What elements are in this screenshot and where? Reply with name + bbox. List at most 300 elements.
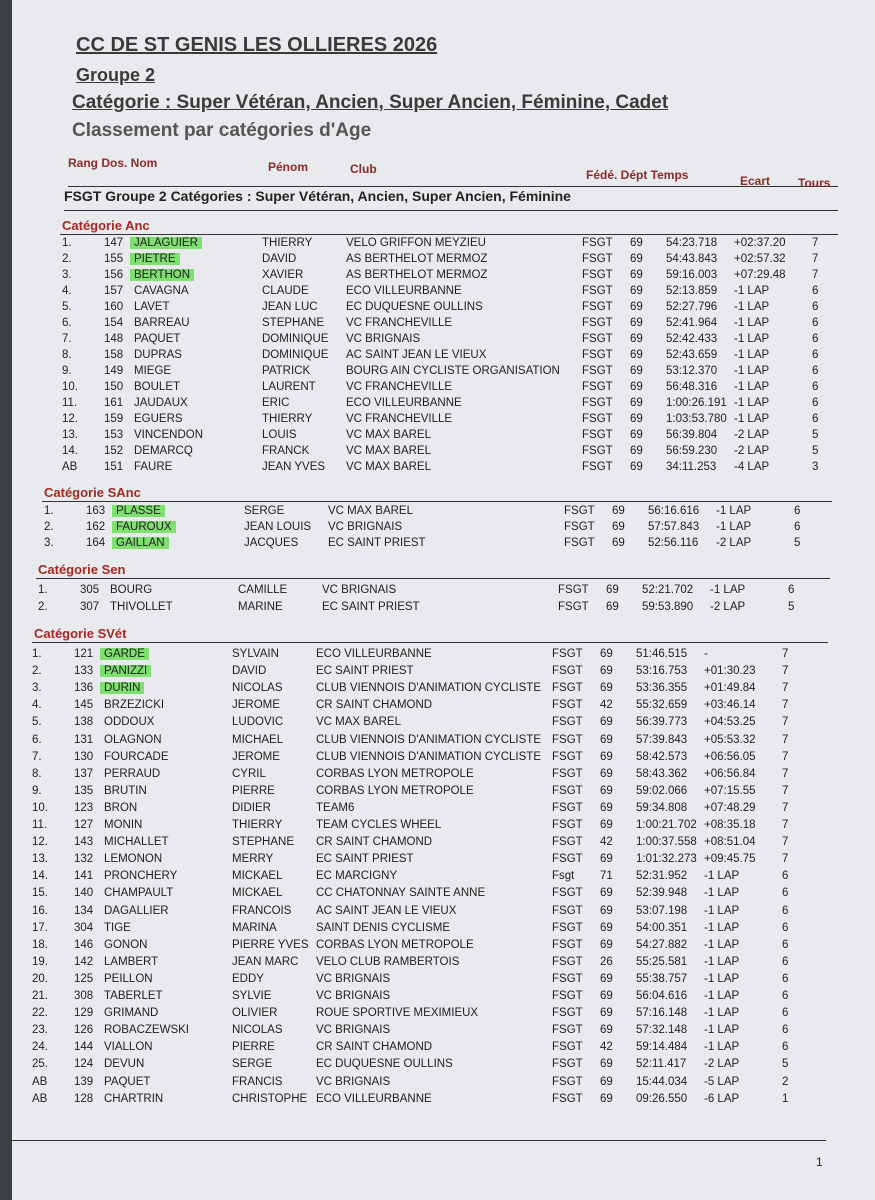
cell-prenom: THIERRY xyxy=(262,413,313,425)
cell-dos: 155 xyxy=(104,253,124,265)
cell-prenom: ERIC xyxy=(262,397,290,409)
cell-ecart: -1 LAP xyxy=(704,870,740,883)
cell-temps: 56:39.773 xyxy=(636,716,688,729)
cell-temps: 54:43.843 xyxy=(666,253,718,265)
cell-ecart: -1 LAP xyxy=(734,365,770,377)
cell-nom: MIEGE xyxy=(134,365,172,377)
cell-rang: 1. xyxy=(38,584,48,596)
cell-tours: 7 xyxy=(782,836,789,849)
cell-rang: 13. xyxy=(32,853,48,866)
cell-rang: AB xyxy=(62,461,78,473)
cell-dept: 69 xyxy=(630,333,643,345)
cell-prenom: JEROME xyxy=(232,750,280,763)
cell-tours: 6 xyxy=(782,955,789,968)
cell-dept: 69 xyxy=(600,887,613,900)
cell-temps: 53:07.198 xyxy=(636,904,688,917)
cell-rang: 2. xyxy=(38,601,48,613)
cell-tours: 5 xyxy=(788,601,795,613)
cell-dos: 121 xyxy=(74,648,94,660)
cell-fede: FSGT xyxy=(582,397,613,409)
cell-temps: 51:46.515 xyxy=(636,648,688,660)
cell-prenom: XAVIER xyxy=(262,269,304,281)
result-row xyxy=(62,413,852,429)
cell-tours: 6 xyxy=(812,397,819,409)
result-row xyxy=(32,973,822,989)
cell-dept: 69 xyxy=(630,461,643,473)
cell-dept: 69 xyxy=(630,381,643,393)
cell-prenom: STEPHANE xyxy=(262,317,324,329)
cell-club: CLUB VIENNOIS D'ANIMATION CYCLISTE xyxy=(316,750,541,763)
cell-dept: 69 xyxy=(600,1092,613,1105)
cell-temps: 53:12.370 xyxy=(666,365,718,377)
cell-fede: FSGT xyxy=(582,285,613,297)
cell-club: CORBAS LYON METROPOLE xyxy=(316,938,474,951)
cell-temps: 52:11.417 xyxy=(636,1058,687,1071)
result-row xyxy=(44,537,834,553)
cell-prenom: SYLVIE xyxy=(232,990,272,1002)
cell-nom: ODDOUX xyxy=(104,716,155,729)
cell-temps: 53:16.753 xyxy=(636,665,688,678)
cell-ecart: -1 LAP xyxy=(704,1024,740,1037)
cell-club: BOURG AIN CYCLISTE ORGANISATION xyxy=(346,365,560,377)
cell-nom: MONIN xyxy=(104,819,143,831)
cell-prenom: DAVID xyxy=(232,665,267,678)
cell-ecart: -1 LAP xyxy=(704,1007,740,1020)
cell-prenom: MERRY xyxy=(232,853,274,866)
result-row xyxy=(44,521,834,537)
cell-dept: 71 xyxy=(600,870,613,883)
cell-ecart: -1 LAP xyxy=(734,301,770,313)
cell-dos: 123 xyxy=(74,801,94,814)
cell-dept: 69 xyxy=(606,584,619,596)
cell-dos: 149 xyxy=(104,365,124,377)
cell-nom: DUPRAS xyxy=(134,349,182,361)
cell-temps: 56:48.316 xyxy=(666,381,718,393)
cell-temps: 58:43.362 xyxy=(636,767,688,780)
cell-temps: 56:04.616 xyxy=(636,990,688,1002)
cell-dos: 152 xyxy=(104,445,124,457)
cell-prenom: THIERRY xyxy=(232,819,283,831)
cell-prenom: NICOLAS xyxy=(232,682,283,695)
result-row xyxy=(32,785,822,801)
cell-rang: 19. xyxy=(32,955,48,968)
cell-dept: 69 xyxy=(600,1007,613,1020)
cell-rang: 1. xyxy=(32,648,42,660)
cell-ecart: +09:45.75 xyxy=(704,853,756,866)
result-row xyxy=(32,1024,822,1040)
result-row xyxy=(38,584,828,600)
cell-ecart: -1 LAP xyxy=(734,349,770,361)
cell-tours: 7 xyxy=(782,682,789,695)
cell-nom: JAUDAUX xyxy=(134,397,188,409)
cell-rang: 8. xyxy=(62,349,72,361)
cell-temps: 59:16.003 xyxy=(666,269,718,281)
result-row xyxy=(62,333,852,349)
result-row xyxy=(44,505,834,521)
cell-fede: FSGT xyxy=(582,429,613,441)
cell-club: VC BRIGNAIS xyxy=(316,990,391,1002)
cell-rang: 15. xyxy=(32,887,48,900)
cell-rang: 10. xyxy=(32,801,48,814)
cell-prenom: CYRIL xyxy=(232,767,266,780)
cell-nom: PRONCHERY xyxy=(104,870,178,883)
cell-tours: 5 xyxy=(812,445,819,457)
cell-dept: 69 xyxy=(600,801,613,814)
cell-fede: FSGT xyxy=(552,1092,583,1105)
cell-nom: PAQUET xyxy=(134,333,181,345)
cell-ecart: +06:56.84 xyxy=(704,767,756,780)
cell-fede: FSGT xyxy=(552,1058,583,1071)
cell-fede: FSGT xyxy=(552,1075,583,1088)
cell-tours: 6 xyxy=(812,365,819,377)
cell-temps: 52:27.796 xyxy=(666,301,718,313)
cell-ecart: -1 LAP xyxy=(704,904,740,917)
cell-rang: 7. xyxy=(62,333,72,345)
cell-dos: 138 xyxy=(74,716,94,729)
cell-nom: CHAMPAULT xyxy=(104,887,174,900)
cell-club: EC MARCIGNY xyxy=(316,870,398,883)
cell-temps: 52:56.116 xyxy=(648,537,699,550)
cell-fede: FSGT xyxy=(582,413,613,425)
cell-tours: 6 xyxy=(782,1024,789,1037)
cell-nom: BERTHON xyxy=(130,269,194,281)
cell-dos: 304 xyxy=(74,921,94,934)
cell-rang: 23. xyxy=(32,1024,48,1037)
cell-fede: FSGT xyxy=(552,938,583,951)
cell-fede: Fsgt xyxy=(552,870,575,883)
cell-dos: 133 xyxy=(74,665,94,678)
cell-club: ECO VILLEURBANNE xyxy=(346,285,462,297)
cell-ecart: +06:56.05 xyxy=(704,750,756,763)
cell-tours: 7 xyxy=(812,237,819,249)
cell-prenom: SERGE xyxy=(232,1058,273,1071)
cell-dept: 42 xyxy=(600,1041,613,1054)
cell-club: AS BERTHELOT MERMOZ xyxy=(346,253,488,265)
cell-tours: 6 xyxy=(812,333,819,345)
cell-tours: 6 xyxy=(782,1041,789,1054)
cell-fede: FSGT xyxy=(552,1007,583,1020)
cell-fede: FSGT xyxy=(552,648,583,660)
cell-nom: PLASSE xyxy=(112,505,165,517)
cell-nom: LAMBERT xyxy=(104,955,159,968)
cell-club: EC SAINT PRIEST xyxy=(316,853,414,866)
cell-ecart: +07:48.29 xyxy=(704,801,756,814)
cell-club: VC BRIGNAIS xyxy=(316,1075,391,1088)
fsgt-group-title: FSGT Groupe 2 Catégories : Super Vétéran, Ancien, Super Ancien, Féminine xyxy=(64,188,838,211)
cell-temps: 53:36.355 xyxy=(636,682,688,695)
cell-nom: DEVUN xyxy=(104,1058,145,1071)
cell-tours: 6 xyxy=(782,938,789,951)
cell-nom: TABERLET xyxy=(104,990,163,1002)
cell-rang: 7. xyxy=(32,750,42,763)
cell-prenom: JEAN LOUIS xyxy=(244,521,312,534)
result-row xyxy=(62,349,852,365)
cell-ecart: -1 LAP xyxy=(704,938,740,951)
cell-rang: 14. xyxy=(32,870,48,883)
cell-club: EC SAINT PRIEST xyxy=(316,665,414,678)
cell-dept: 42 xyxy=(600,699,613,712)
cell-ecart: -1 LAP xyxy=(734,397,770,409)
cell-nom: THIVOLLET xyxy=(110,601,173,613)
cell-dept: 69 xyxy=(630,349,643,361)
cell-temps: 59:34.808 xyxy=(636,801,688,814)
page-number: 1 xyxy=(816,1155,823,1169)
cell-temps: 57:16.148 xyxy=(636,1007,688,1020)
cell-club: VELO CLUB RAMBERTOIS xyxy=(316,955,460,968)
cell-ecart: +08:35.18 xyxy=(704,819,756,831)
cell-prenom: DAVID xyxy=(262,253,297,265)
cell-prenom: CHRISTOPHE xyxy=(232,1092,308,1105)
cell-dept: 69 xyxy=(630,445,643,457)
cell-ecart: -1 LAP xyxy=(734,285,770,297)
cell-rang: 25. xyxy=(32,1058,48,1071)
cell-temps: 55:25.581 xyxy=(636,955,688,968)
cell-dos: 135 xyxy=(74,784,94,797)
cell-temps: 09:26.550 xyxy=(636,1092,688,1105)
cell-temps: 1:00:37.558 xyxy=(636,836,697,849)
cell-prenom: EDDY xyxy=(232,972,264,985)
cell-dos: 161 xyxy=(104,397,124,409)
cell-ecart: +07:29.48 xyxy=(734,269,786,281)
cell-rang: 3. xyxy=(44,537,54,550)
cell-prenom: FRANCK xyxy=(262,445,310,457)
cell-rang: 1. xyxy=(62,237,72,249)
result-row xyxy=(62,301,852,317)
result-row xyxy=(32,870,822,886)
cell-ecart: -1 LAP xyxy=(734,333,770,345)
cell-prenom: LOUIS xyxy=(262,429,297,441)
cell-fede: FSGT xyxy=(552,1041,583,1054)
cell-fede: FSGT xyxy=(582,269,613,281)
cell-fede: FSGT xyxy=(564,521,595,534)
category-rule xyxy=(36,578,830,579)
cell-club: SAINT DENIS CYCLISME xyxy=(316,921,450,934)
cell-club: VC BRIGNAIS xyxy=(316,972,391,985)
cell-nom: DEMARCQ xyxy=(134,445,193,457)
result-row xyxy=(32,734,822,750)
cell-tours: 6 xyxy=(812,349,819,361)
category-title: Catégorie Anc xyxy=(62,218,150,233)
cell-club: ECO VILLEURBANNE xyxy=(346,397,462,409)
cell-club: AS BERTHELOT MERMOZ xyxy=(346,269,488,281)
cell-dos: 143 xyxy=(74,836,94,849)
cell-dos: 142 xyxy=(74,955,94,968)
result-row xyxy=(62,317,852,333)
cell-temps: 52:21.702 xyxy=(642,584,694,596)
cell-prenom: MARINE xyxy=(238,601,283,613)
category-rule xyxy=(60,234,838,235)
cell-dos: 147 xyxy=(104,237,124,249)
cell-dept: 69 xyxy=(612,521,625,534)
cell-dept: 69 xyxy=(600,648,613,660)
cell-prenom: JEAN MARC xyxy=(232,955,299,968)
cell-prenom: PIERRE xyxy=(232,1041,275,1054)
cell-dos: 137 xyxy=(74,767,94,780)
result-row xyxy=(32,990,822,1006)
cell-ecart: -1 LAP xyxy=(704,990,740,1002)
cell-temps: 58:42.573 xyxy=(636,750,688,763)
result-row xyxy=(32,768,822,784)
result-row xyxy=(62,461,852,477)
cell-club: CORBAS LYON METROPOLE xyxy=(316,767,474,780)
cell-temps: 15:44.034 xyxy=(636,1075,688,1088)
cell-club: AC SAINT JEAN LE VIEUX xyxy=(316,904,457,917)
cell-dos: 160 xyxy=(104,301,124,313)
cell-club: VC MAX BAREL xyxy=(328,505,413,517)
cell-dos: 144 xyxy=(74,1041,94,1054)
cell-temps: 52:42.433 xyxy=(666,333,718,345)
cell-prenom: OLIVIER xyxy=(232,1007,278,1020)
cell-ecart: -2 LAP xyxy=(710,601,746,613)
cell-rang: 3. xyxy=(32,682,42,695)
cell-nom: BOURG xyxy=(110,584,153,596)
cell-nom: BRON xyxy=(104,801,138,814)
cell-prenom: CLAUDE xyxy=(262,285,309,297)
cell-prenom: FRANCOIS xyxy=(232,904,292,917)
cell-rang: AB xyxy=(32,1092,48,1105)
cell-tours: 7 xyxy=(782,784,789,797)
cell-tours: 6 xyxy=(812,285,819,297)
cell-nom: CAVAGNA xyxy=(134,285,189,297)
cell-fede: FSGT xyxy=(552,972,583,985)
cell-tours: 3 xyxy=(812,461,819,473)
cell-dept: 42 xyxy=(600,836,613,849)
cell-dos: 158 xyxy=(104,349,124,361)
cell-ecart: -1 LAP xyxy=(734,413,770,425)
cell-prenom: DOMINIQUE xyxy=(262,349,329,361)
cell-temps: 55:32.659 xyxy=(636,699,688,712)
cell-club: CR SAINT CHAMOND xyxy=(316,699,433,712)
cell-club: VC BRIGNAIS xyxy=(346,333,421,345)
cell-fede: FSGT xyxy=(582,333,613,345)
cell-ecart: -5 LAP xyxy=(704,1075,740,1088)
cell-rang: 16. xyxy=(32,904,48,917)
cell-rang: 24. xyxy=(32,1041,48,1054)
cell-prenom: PIERRE xyxy=(232,784,275,797)
cell-dos: 153 xyxy=(104,429,124,441)
category-title: Catégorie Sen xyxy=(38,562,126,577)
cell-club: VC MAX BAREL xyxy=(346,461,431,473)
cell-tours: 6 xyxy=(812,413,819,425)
cell-temps: 59:53.890 xyxy=(642,601,694,613)
cell-prenom: SERGE xyxy=(244,505,285,517)
cell-club: EC DUQUESNE OULLINS xyxy=(346,301,483,313)
cell-ecart: +05:53.32 xyxy=(704,733,756,746)
cell-club: VELO GRIFFON MEYZIEU xyxy=(346,237,486,249)
cell-ecart: +04:53.25 xyxy=(704,716,756,729)
cell-nom: DURIN xyxy=(100,682,144,694)
result-row xyxy=(32,1007,822,1023)
cell-rang: 5. xyxy=(32,716,42,729)
cell-club: VC FRANCHEVILLE xyxy=(346,381,453,393)
cell-tours: 6 xyxy=(782,990,789,1002)
cell-tours: 6 xyxy=(782,870,789,883)
cell-dept: 69 xyxy=(600,972,613,985)
cell-prenom: PATRICK xyxy=(262,365,311,377)
cell-dos: 163 xyxy=(86,505,106,517)
cell-rang: 4. xyxy=(62,285,72,297)
cell-club: VC MAX BAREL xyxy=(346,429,431,441)
cell-prenom: NICOLAS xyxy=(232,1024,283,1037)
cell-temps: 52:13.859 xyxy=(666,285,718,297)
cell-prenom: FRANCIS xyxy=(232,1075,283,1088)
cell-temps: 59:02.066 xyxy=(636,784,688,797)
cell-dos: 164 xyxy=(86,537,106,550)
cell-nom: BRZEZICKI xyxy=(104,699,165,712)
cell-rang: 4. xyxy=(32,699,42,712)
cell-club: ECO VILLEURBANNE xyxy=(316,1092,432,1105)
cell-rang: 5. xyxy=(62,301,72,313)
cell-ecart: -1 LAP xyxy=(734,381,770,393)
category-title: Catégorie SVét xyxy=(34,626,127,641)
cell-dos: 308 xyxy=(74,990,94,1002)
cell-dept: 69 xyxy=(600,1024,613,1037)
cell-rang: 2. xyxy=(44,521,54,534)
cell-dos: 141 xyxy=(74,870,94,883)
cell-temps: 59:14.484 xyxy=(636,1041,688,1054)
cell-fede: FSGT xyxy=(558,601,589,613)
cell-temps: 1:00:26.191 xyxy=(666,397,727,409)
cell-rang: 12. xyxy=(32,836,48,849)
cell-fede: FSGT xyxy=(582,253,613,265)
cell-fede: FSGT xyxy=(564,505,595,517)
cell-nom: PERRAUD xyxy=(104,767,161,780)
group-title: Groupe 2 xyxy=(76,65,156,85)
cell-fede: FSGT xyxy=(552,784,583,797)
result-row xyxy=(62,253,852,269)
cell-club: CLUB VIENNOIS D'ANIMATION CYCLISTE xyxy=(316,733,541,746)
cell-dept: 69 xyxy=(630,397,643,409)
cell-fede: FSGT xyxy=(552,733,583,746)
cell-rang: 2. xyxy=(32,665,42,678)
cell-dos: 154 xyxy=(104,317,124,329)
cell-nom: CHARTRIN xyxy=(104,1092,164,1105)
cell-nom: TIGE xyxy=(104,921,131,934)
col-tours: Tours xyxy=(798,176,831,190)
cell-ecart: -1 LAP xyxy=(710,584,746,596)
cell-rang: 20. xyxy=(32,972,48,985)
cell-dept: 69 xyxy=(600,853,613,866)
category-line: Catégorie : Super Vétéran, Ancien, Super Ancien, Féminine, Cadet xyxy=(72,92,669,113)
cell-rang: 12. xyxy=(62,413,78,425)
result-row xyxy=(32,751,822,767)
result-row xyxy=(62,397,852,413)
bottom-rule xyxy=(8,1140,826,1141)
cell-dept: 69 xyxy=(600,1058,613,1071)
cell-ecart: -2 LAP xyxy=(704,1058,740,1071)
cell-temps: 56:16.616 xyxy=(648,505,700,517)
cell-ecart: - xyxy=(704,648,708,660)
cell-club: EC SAINT PRIEST xyxy=(322,601,420,613)
cell-tours: 7 xyxy=(782,733,789,746)
cell-dos: 140 xyxy=(74,887,94,900)
cell-club: VC FRANCHEVILLE xyxy=(346,413,453,425)
cell-rang: 22. xyxy=(32,1007,48,1020)
cell-rang: 11. xyxy=(32,819,48,831)
cell-dept: 69 xyxy=(630,413,643,425)
result-row xyxy=(32,648,822,664)
cell-temps: 54:23.718 xyxy=(666,237,718,249)
cell-fede: FSGT xyxy=(552,887,583,900)
result-row xyxy=(62,365,852,381)
cell-club: ECO VILLEURBANNE xyxy=(316,648,432,660)
result-row xyxy=(62,445,852,461)
cell-dept: 69 xyxy=(606,601,619,613)
col-fede-dept-temps: Fédé. Dépt Temps xyxy=(586,168,689,182)
result-row xyxy=(62,381,852,397)
cell-ecart: -1 LAP xyxy=(716,505,752,517)
cell-dept: 69 xyxy=(600,682,613,695)
